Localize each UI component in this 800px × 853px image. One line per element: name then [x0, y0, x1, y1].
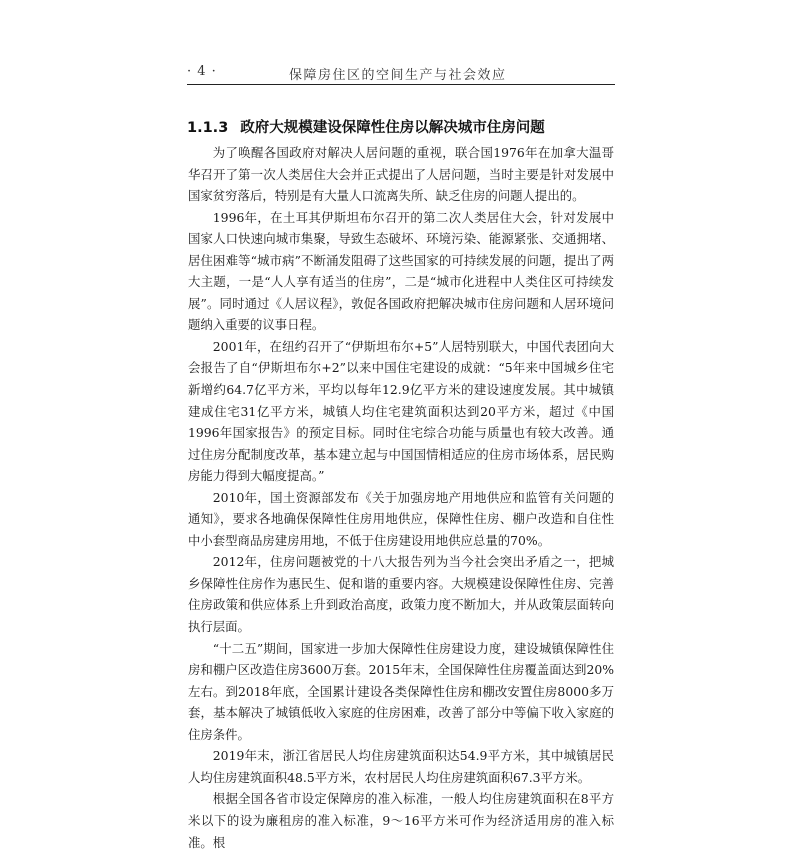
paragraph: “十二五”期间，国家进一步加大保障性住房建设力度，建设城镇保障性住房和棚户区改造住房3600万套。2015年末，全国保障性住房覆盖面达到20%左右。到2018年底，全国累计建设各类保障性住房和棚改安置住房8000多万套，基本解决了城镇低收入家庭的住房困难，改善了部分中等偏下收入家庭的住房条件。 [188, 640, 614, 742]
paragraph: 2019年末，浙江省居民人均住房建筑面积达54.9平方米，其中城镇居民人均住房建筑面积48.5平方米，农村居民人均住房建筑面积67.3平方米。 [188, 748, 614, 785]
paragraph: 根据全国各省市设定保障房的准入标准，一般人均住房建筑面积在8平方米以下的设为廉租房的准入标准，9～16平方米可作为经济适用房的准入标准。根 [188, 791, 614, 850]
page-number: · 4 · [187, 64, 217, 79]
running-header [187, 62, 615, 85]
section-title: 政府大规模建设保障性住房以解决城市住房问题 [240, 120, 545, 136]
body-text [188, 142, 614, 853]
paragraph: 1996年，在土耳其伊斯坦布尔召开的第二次人类居住大会，针对发展中国家人口快速向城市集聚，导致生态破坏、环境污染、能源紧张、交通拥堵、居住困难等“城市病”不断涌发阻碍了这些国家的可持续发展的问题，提出了两大主题，一是“人人享有适当的住房”，二是“城市化进程中人类住区可持续发展”。同时通过《人居议程》，敦促各国政府把解决城市住房问题和人居环境问题纳入重要的议事日程。 [188, 209, 614, 333]
section-heading [187, 116, 627, 137]
paragraph: 2012年，住房问题被党的十八大报告列为当今社会突出矛盾之一，把城乡保障性住房作为惠民生、促和谐的重要内容。大规模建设保障性住房、完善住房政策和供应体系上升到政治高度，政策力度不断加大，并从政策层面转向执行层面。 [188, 554, 614, 635]
paragraph: 2010年，国土资源部发布《关于加强房地产用地供应和监管有关问题的通知》，要求各地确保保障性住房用地供应，保障性住房、棚户改造和自住性中小套型商品房建房用地，不低于住房建设用地供应总量的70%。 [188, 489, 614, 548]
section-number: 1.1.3 [187, 120, 229, 136]
paragraph: 2001年，在纽约召开了“伊斯坦布尔+5”人居特别联大，中国代表团向大会报告了自“伊斯坦布尔+2”以来中国住宅建设的成就：“5年来中国城乡住宅新增约64.7亿平方米，平均以每年12.9亿平方米的建设速度发展。其中城镇建成住宅31亿平方米，城镇人均住宅建筑面积达到20平方米，超过《中国1996年国家报告》的预定目标。同时住宅综合功能与质量也有较大改善。通过住房分配制度改革，基本建立起与中国国情相适应的住房市场体系，居民购房能力得到大幅度提高。” [188, 338, 614, 484]
paragraph: 为了唤醒各国政府对解决人居问题的重视，联合国1976年在加拿大温哥华召开了第一次人类居住大会并正式提出了人居问题，当时主要是针对发展中国家贫穷落后，特别是有大量人口流离失所、缺乏住房的问题人提出的。 [188, 145, 614, 204]
book-title: 保障房住区的空间生产与社会效应 [289, 68, 507, 83]
